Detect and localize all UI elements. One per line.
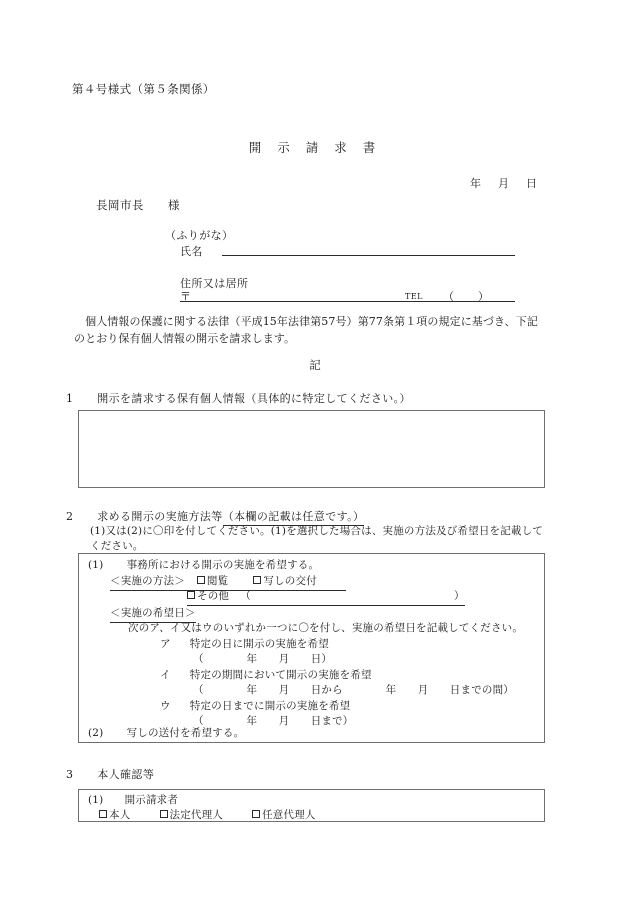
section3-heading-row: [66, 766, 154, 782]
section1-box-value: [79, 411, 544, 423]
tel-paren-open: （: [443, 290, 455, 303]
address-input-line[interactable]: [180, 301, 515, 302]
name-input-line[interactable]: [222, 255, 515, 256]
checkbox-browse[interactable]: [197, 576, 205, 584]
section1-heading-row: [66, 390, 411, 406]
section2-item2-row[interactable]: [88, 726, 244, 741]
choice-i-date-line[interactable]: （ 年 月 日から 年 月 日までの間）: [193, 684, 514, 696]
choice-i-marker: イ: [160, 669, 171, 681]
section3-number: 3: [66, 768, 74, 781]
method-option-browse-label: 閲覧: [206, 575, 229, 587]
other-paren-close: ）: [454, 590, 465, 602]
tel-paren-close: ）: [478, 290, 490, 303]
section2-instruction: (1)又は(2)に〇印を付してください。(1)を選択した場合は、実施の方法及び希望日を記載してください。: [90, 525, 544, 552]
checkbox-legal-representative[interactable]: [160, 810, 168, 818]
section2-heading-main: 求める開示の実施方法等: [97, 510, 223, 523]
addressee: 長岡市長 様: [96, 198, 180, 212]
section3-item1-row: [88, 793, 178, 808]
checkbox-voluntary-representative[interactable]: [252, 810, 260, 818]
choice-a-row[interactable]: [160, 637, 329, 652]
section2-item2-label: (2): [88, 727, 104, 739]
choice-a-date-line[interactable]: （ 年 月 日）: [193, 653, 333, 665]
date-line: 年 月 日: [470, 177, 540, 190]
section3-item1-text: 開示請求者: [124, 794, 179, 806]
checkbox-self[interactable]: [99, 810, 107, 818]
choice-a-marker: ア: [160, 638, 171, 650]
method-other-row: [187, 589, 465, 606]
choice-u-date-line[interactable]: （ 年 月 日まで）: [193, 715, 354, 727]
desired-date-heading: ＜実施の希望日＞: [110, 606, 196, 623]
name-label: 氏名: [180, 245, 203, 258]
option-self-label: 本人: [109, 809, 131, 821]
section3-options-row: [99, 808, 316, 823]
address-label: 住所又は居所: [180, 277, 249, 290]
section2-item1-text: 事務所における開示の実施を希望する。: [126, 559, 320, 571]
section2-number: 2: [66, 510, 74, 523]
section3-item1-label: (1): [88, 794, 104, 806]
choice-u-text: 特定の日までに開示の実施を希望: [189, 700, 351, 712]
furigana-label: （ふりがな）: [165, 229, 234, 242]
option-legal-representative-label: 法定代理人: [169, 809, 223, 821]
option-voluntary-representative-label: 任意代理人: [262, 809, 316, 821]
section2-item1-row: [88, 558, 319, 573]
section3-heading: 本人確認等: [97, 768, 155, 781]
section1-number: 1: [66, 392, 74, 405]
section2-item1-label: (1): [88, 559, 104, 571]
desired-date-instruction: 次のア、イ又はウのいずれか一つに〇を付し、実施の希望日を記載してください。: [128, 622, 524, 634]
page-title: 開 示 請 求 書: [248, 140, 382, 155]
checkbox-copy-delivery[interactable]: [253, 576, 261, 584]
method-option-other-label: その他: [197, 590, 230, 602]
choice-u-marker: ウ: [160, 700, 171, 712]
method-option-copy-label: 写しの交付: [263, 575, 317, 587]
checkbox-other[interactable]: [187, 591, 195, 599]
form-number: 第４号様式（第５条関係）: [72, 82, 215, 96]
section2-heading-note: （本欄の記載は任意です。）: [223, 508, 365, 526]
section1-heading: 開示を請求する保有個人情報（具体的に特定してください。）: [97, 392, 411, 405]
section2-item2-text: 写しの送付を希望する。: [126, 727, 245, 739]
section1-input-box[interactable]: [78, 410, 545, 488]
choice-i-text: 特定の期間において開示の実施を希望: [189, 669, 372, 681]
postal-mark: 〒: [180, 290, 192, 303]
choice-i-row[interactable]: [160, 668, 372, 683]
ki-mark: 記: [309, 358, 321, 372]
choice-u-row[interactable]: [160, 699, 350, 714]
choice-a-text: 特定の日に開示の実施を希望: [189, 638, 329, 650]
other-paren-open: （: [240, 590, 251, 602]
legal-paragraph: 個人情報の保護に関する法律（平成15年法律第57号）第77条第１項の規定に基づき、下記のとおり保有個人情報の開示を請求します。: [74, 315, 538, 345]
method-heading: ＜実施の方法＞: [110, 574, 185, 591]
tel-label: TEL: [405, 292, 423, 301]
